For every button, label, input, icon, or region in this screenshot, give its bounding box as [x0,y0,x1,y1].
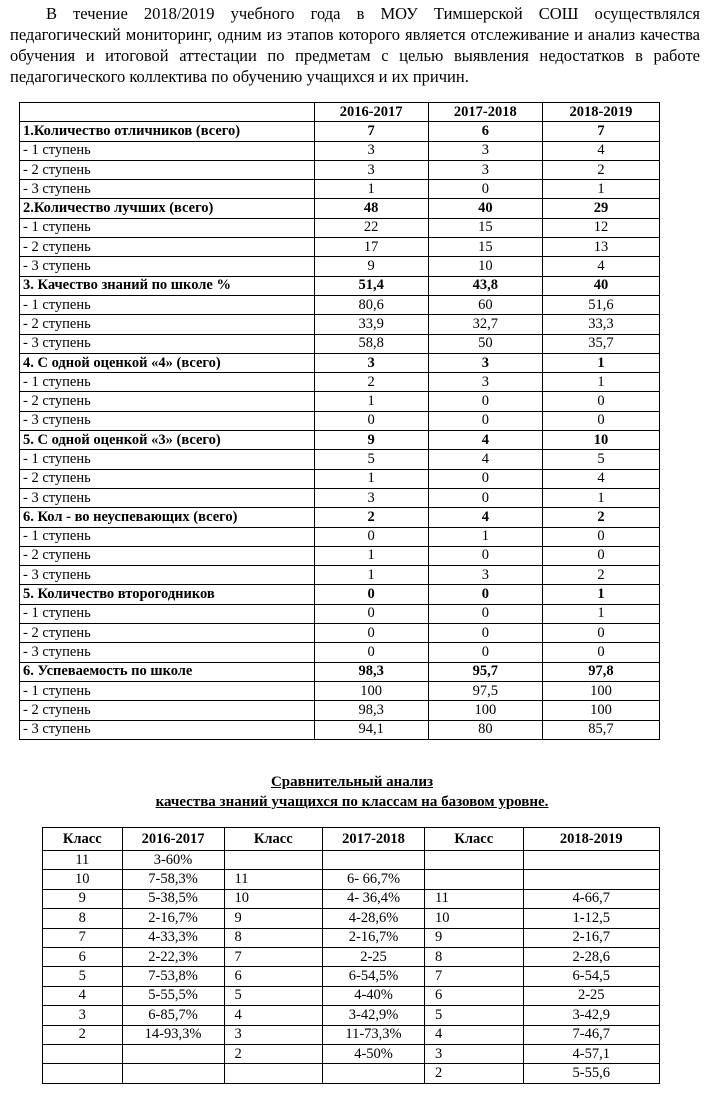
table-row [20,334,660,353]
table-row [20,604,660,623]
class-number-cell: 10 [43,870,123,889]
quality-value-cell: 5-38,5% [122,889,224,908]
class-number-cell [424,851,523,870]
row-label-cell: - 2 ступень [20,238,315,257]
class-number-cell: 5 [424,1006,523,1025]
row-label-cell: - 3 ступень [20,180,315,199]
table-row [20,701,660,720]
quality-value-cell: 6-54,5 [523,967,659,986]
value-cell: 97,5 [428,681,542,700]
row-label-cell: - 3 ступень [20,257,315,276]
class-number-cell: 6 [224,967,323,986]
quality-value-cell: 3-42,9% [323,1006,425,1025]
quality-value-cell: 14-93,3% [122,1025,224,1044]
quality-value-cell: 5-55,6 [523,1064,659,1083]
value-cell: 48 [314,199,428,218]
table-row [43,851,660,870]
class-number-cell: 7 [43,928,123,947]
row-label-cell: - 2 ступень [20,160,315,179]
row-label-cell: - 3 ступень [20,334,315,353]
row-label-cell: 1.Количество отличников (всего) [20,122,315,141]
table-row [20,681,660,700]
table-row [43,986,660,1005]
class-number-cell: 8 [424,947,523,966]
value-cell: 2 [542,160,659,179]
table-row [43,1006,660,1025]
value-cell: 2 [314,508,428,527]
table-row [20,141,660,160]
category-row [20,122,660,141]
quality-value-cell [122,1064,224,1083]
class-number-cell: 11 [224,870,323,889]
value-cell: 3 [314,353,428,372]
quality-value-cell: 4-33,3% [122,928,224,947]
class-number-cell: 8 [224,928,323,947]
intro-paragraph: В течение 2018/2019 учебного года в МОУ Тимшерской СОШ осуществлялся педагогический мониторинг, одним из этапов которого является отслеживание и анализ качества обучения и итоговой аттестации по предметам с целью выявления недостатков в работе педагогического коллектива по обучению учащихся и их причин. [10,4,700,86]
analysis-title: Сравнительный анализ [270,774,434,790]
class-number-cell: 3 [224,1025,323,1044]
category-row [20,585,660,604]
row-label-cell: - 2 ступень [20,546,315,565]
class-number-cell: 10 [424,909,523,928]
row-label-cell: - 2 ступень [20,469,315,488]
quality-value-cell: 2-22,3% [122,947,224,966]
value-cell: 0 [428,411,542,430]
value-cell: 1 [428,527,542,546]
value-cell: 2 [314,373,428,392]
value-cell: 3 [428,373,542,392]
value-cell: 1 [314,180,428,199]
year-header-cell: 2016-2017 [314,103,428,122]
quality-value-cell [523,851,659,870]
quality-value-cell: 7-58,3% [122,870,224,889]
category-row [20,431,660,450]
class-number-cell: 11 [424,889,523,908]
class-number-cell [43,1044,123,1063]
row-label-cell: - 2 ступень [20,315,315,334]
value-cell: 100 [542,701,659,720]
value-cell: 10 [428,257,542,276]
year-header-cell: 2017-2018 [323,828,425,851]
row-label-cell: 6. Успеваемость по школе [20,662,315,681]
value-cell: 0 [428,604,542,623]
table-row [20,720,660,739]
row-label-cell: 5. Количество второгодников [20,585,315,604]
quality-value-cell: 6- 66,7% [323,870,425,889]
value-cell: 50 [428,334,542,353]
row-label-cell: 3. Качество знаний по школе % [20,276,315,295]
class-number-cell: 3 [43,1006,123,1025]
value-cell: 5 [314,450,428,469]
value-cell: 0 [428,392,542,411]
value-cell: 4 [542,141,659,160]
value-cell: 51,6 [542,295,659,314]
value-cell: 40 [542,276,659,295]
value-cell: 94,1 [314,720,428,739]
category-row [20,353,660,372]
value-cell: 29 [542,199,659,218]
value-cell: 33,9 [314,315,428,334]
quality-value-cell: 11-73,3% [323,1025,425,1044]
table-header-row [20,103,660,122]
value-cell: 3 [428,141,542,160]
table-row [20,469,660,488]
table-row [20,160,660,179]
value-cell: 9 [314,257,428,276]
row-label-cell: - 2 ступень [20,624,315,643]
value-cell: 1 [314,392,428,411]
class-number-cell: 5 [224,986,323,1005]
value-cell: 0 [314,527,428,546]
value-cell: 1 [542,180,659,199]
quality-value-cell [323,851,425,870]
category-row [20,276,660,295]
value-cell: 0 [314,604,428,623]
quality-value-cell: 3-42,9 [523,1006,659,1025]
row-label-cell: - 3 ступень [20,643,315,662]
quality-value-cell: 2-28,6 [523,947,659,966]
row-label-cell: - 2 ступень [20,701,315,720]
row-label-cell: - 2 ступень [20,392,315,411]
value-cell: 0 [542,643,659,662]
class-number-cell [224,851,323,870]
value-cell: 9 [314,431,428,450]
table-row [20,295,660,314]
value-cell: 3 [314,488,428,507]
header-blank-cell [20,103,315,122]
value-cell: 3 [428,566,542,585]
class-number-cell: 8 [43,909,123,928]
monitoring-stats-table [19,102,660,740]
quality-value-cell: 3-60% [122,851,224,870]
value-cell: 80,6 [314,295,428,314]
value-cell: 85,7 [542,720,659,739]
table-row [43,1025,660,1044]
value-cell: 100 [428,701,542,720]
value-cell: 1 [542,604,659,623]
quality-value-cell: 4- 36,4% [323,889,425,908]
quality-value-cell: 4-40% [323,986,425,1005]
table-row [20,218,660,237]
value-cell: 0 [428,585,542,604]
table-row [20,411,660,430]
value-cell: 60 [428,295,542,314]
quality-value-cell: 4-66,7 [523,889,659,908]
quality-value-cell: 7-53,8% [122,967,224,986]
table-row [20,546,660,565]
value-cell: 4 [428,508,542,527]
row-label-cell: - 1 ступень [20,141,315,160]
value-cell: 5 [542,450,659,469]
class-number-cell: 4 [43,986,123,1005]
quality-value-cell [122,1044,224,1063]
table-row [20,624,660,643]
value-cell: 0 [314,585,428,604]
table-row [43,928,660,947]
value-cell: 13 [542,238,659,257]
class-number-cell: 10 [224,889,323,908]
value-cell: 10 [542,431,659,450]
row-label-cell: 5. С одной оценкой «3» (всего) [20,431,315,450]
value-cell: 3 [314,141,428,160]
class-number-cell: 3 [424,1044,523,1063]
class-quality-table [42,827,660,1084]
value-cell: 33,3 [542,315,659,334]
value-cell: 0 [542,527,659,546]
value-cell: 1 [314,546,428,565]
table-row [20,527,660,546]
category-row [20,199,660,218]
table-row [20,488,660,507]
value-cell: 7 [542,122,659,141]
class-number-cell: 11 [43,851,123,870]
row-label-cell: - 3 ступень [20,720,315,739]
class-number-cell [224,1064,323,1083]
class-number-cell: 2 [43,1025,123,1044]
class-number-cell: 2 [424,1064,523,1083]
class-header-cell: Класс [224,828,323,851]
value-cell: 4 [428,450,542,469]
value-cell: 0 [542,546,659,565]
value-cell: 0 [428,180,542,199]
value-cell: 1 [542,585,659,604]
table-row [20,643,660,662]
quality-value-cell: 6-85,7% [122,1006,224,1025]
class-number-cell: 4 [424,1025,523,1044]
row-label-cell: - 1 ступень [20,527,315,546]
quality-value-cell: 4-50% [323,1044,425,1063]
value-cell: 1 [542,373,659,392]
class-header-cell: Класс [43,828,123,851]
class-number-cell: 5 [43,967,123,986]
quality-value-cell: 7-46,7 [523,1025,659,1044]
table-row [43,870,660,889]
value-cell: 4 [542,257,659,276]
value-cell: 100 [542,681,659,700]
value-cell: 80 [428,720,542,739]
table-row [43,1064,660,1083]
value-cell: 32,7 [428,315,542,334]
value-cell: 95,7 [428,662,542,681]
table-row [43,889,660,908]
value-cell: 35,7 [542,334,659,353]
table-header-row [43,828,660,851]
value-cell: 7 [314,122,428,141]
table-row [20,566,660,585]
class-header-cell: Класс [424,828,523,851]
value-cell: 22 [314,218,428,237]
value-cell: 98,3 [314,701,428,720]
value-cell: 43,8 [428,276,542,295]
row-label-cell: 2.Количество лучших (всего) [20,199,315,218]
class-number-cell: 9 [224,909,323,928]
value-cell: 15 [428,218,542,237]
value-cell: 2 [542,508,659,527]
row-label-cell: 6. Кол - во неуспевающих (всего) [20,508,315,527]
value-cell: 0 [428,469,542,488]
table-row [20,315,660,334]
class-number-cell [424,870,523,889]
value-cell: 0 [314,411,428,430]
value-cell: 6 [428,122,542,141]
table-row [20,392,660,411]
quality-value-cell: 2-16,7 [523,928,659,947]
value-cell: 12 [542,218,659,237]
class-number-cell: 6 [43,947,123,966]
row-label-cell: - 3 ступень [20,566,315,585]
quality-value-cell: 4-28,6% [323,909,425,928]
class-number-cell: 7 [424,967,523,986]
row-label-cell: - 1 ступень [20,218,315,237]
class-number-cell: 4 [224,1006,323,1025]
table-row [43,1044,660,1063]
value-cell: 15 [428,238,542,257]
value-cell: 58,8 [314,334,428,353]
table-row [20,180,660,199]
quality-value-cell: 2-16,7% [122,909,224,928]
class-number-cell: 2 [224,1044,323,1063]
value-cell: 0 [428,488,542,507]
value-cell: 1 [314,469,428,488]
table-row [20,257,660,276]
table-row [20,450,660,469]
row-label-cell: - 3 ступень [20,488,315,507]
value-cell: 4 [542,469,659,488]
row-label-cell: - 1 ступень [20,450,315,469]
value-cell: 98,3 [314,662,428,681]
quality-value-cell [523,870,659,889]
value-cell: 0 [542,392,659,411]
table-row [20,238,660,257]
row-label-cell: - 1 ступень [20,373,315,392]
value-cell: 0 [428,546,542,565]
value-cell: 1 [314,566,428,585]
quality-value-cell: 4-57,1 [523,1044,659,1063]
category-row [20,662,660,681]
value-cell: 0 [428,624,542,643]
value-cell: 2 [542,566,659,585]
year-header-cell: 2017-2018 [428,103,542,122]
value-cell: 17 [314,238,428,257]
value-cell: 0 [542,411,659,430]
value-cell: 0 [314,624,428,643]
value-cell: 97,8 [542,662,659,681]
class-number-cell: 9 [424,928,523,947]
value-cell: 51,4 [314,276,428,295]
value-cell: 3 [428,160,542,179]
value-cell: 1 [542,353,659,372]
row-label-cell: - 1 ступень [20,604,315,623]
quality-value-cell: 5-55,5% [122,986,224,1005]
row-label-cell: - 3 ступень [20,411,315,430]
quality-value-cell [323,1064,425,1083]
year-header-cell: 2018-2019 [542,103,659,122]
year-header-cell: 2018-2019 [523,828,659,851]
value-cell: 3 [428,353,542,372]
class-number-cell: 7 [224,947,323,966]
row-label-cell: 4. С одной оценкой «4» (всего) [20,353,315,372]
quality-value-cell: 2-25 [523,986,659,1005]
table-row [43,947,660,966]
value-cell: 4 [428,431,542,450]
row-label-cell: - 1 ступень [20,681,315,700]
row-label-cell: - 1 ступень [20,295,315,314]
value-cell: 1 [542,488,659,507]
value-cell: 0 [314,643,428,662]
value-cell: 3 [314,160,428,179]
quality-value-cell: 2-25 [323,947,425,966]
value-cell: 100 [314,681,428,700]
value-cell: 0 [428,643,542,662]
quality-value-cell: 2-16,7% [323,928,425,947]
quality-value-cell: 6-54,5% [323,967,425,986]
category-row [20,508,660,527]
class-number-cell: 6 [424,986,523,1005]
class-number-cell [43,1064,123,1083]
value-cell: 40 [428,199,542,218]
year-header-cell: 2016-2017 [122,828,224,851]
quality-value-cell: 1-12,5 [523,909,659,928]
value-cell: 0 [542,624,659,643]
analysis-subtitle: качества знаний учащихся по классам на базовом уровне. [155,794,549,810]
table-row [43,909,660,928]
class-number-cell: 9 [43,889,123,908]
table-row [43,967,660,986]
table-row [20,373,660,392]
